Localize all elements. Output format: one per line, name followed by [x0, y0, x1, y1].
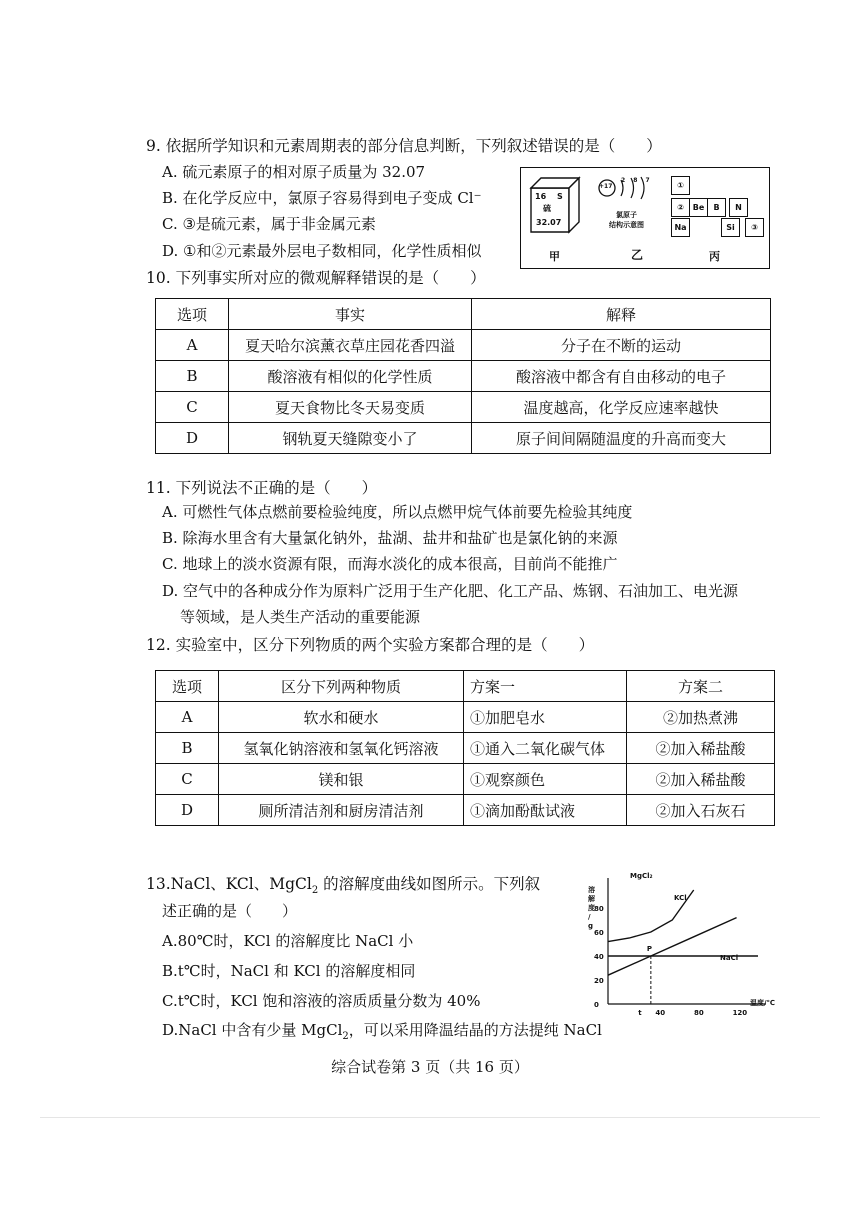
table-cell: 厕所清洁剂和厨房清洁剂: [219, 795, 464, 826]
nucleus-charge: +17: [599, 183, 613, 190]
q13-stem-pre: 13.NaCl、KCl、MgCl: [146, 875, 312, 893]
table-row: [156, 671, 775, 702]
y-axis-label: g: [588, 922, 594, 930]
y-axis-label: 溶: [588, 886, 595, 894]
series-label: KCl: [674, 894, 687, 902]
table-cell: ①加肥皂水: [464, 702, 627, 733]
label-yi: 乙: [631, 248, 644, 262]
table-row: [156, 392, 771, 423]
cell-2: ②: [671, 198, 690, 217]
table-cell: 原子间间隔随温度的升高而变大: [472, 423, 771, 454]
header-cell: 事实: [229, 299, 472, 330]
q11-stem: 11. 下列说法不正确的是（ ）: [146, 479, 378, 497]
table-cell: A: [156, 702, 219, 733]
q10-stem: 10. 下列事实所对应的微观解释错误的是（ ）: [146, 269, 486, 287]
y-tick-label: 80: [594, 905, 604, 913]
y-tick-label: 60: [594, 929, 604, 937]
table-row: [156, 330, 771, 361]
sulfur-mass: 32.07: [536, 218, 562, 227]
q13-stem-sub: 2: [311, 885, 319, 897]
q9-option-b: B. 在化学反应中，氯原子容易得到电子变成 Cl⁻: [162, 189, 482, 207]
x-tick-label: t: [638, 1009, 642, 1017]
table-cell: D: [156, 795, 219, 826]
q11-option-a: A. 可燃性气体点燃前要检验纯度，所以点燃甲烷气体前要先检验其纯度: [162, 503, 633, 521]
q11-option-b: B. 除海水里含有大量氯化钠外，盐湖、盐井和盐矿也是氯化钠的来源: [162, 529, 618, 547]
q10-table: [155, 298, 771, 454]
table-cell: C: [156, 764, 219, 795]
page-footer: 综合试卷第 3 页（共 16 页）: [331, 1058, 529, 1076]
q13-option-d-sub: 2: [342, 1031, 349, 1042]
q11-option-d: D. 空气中的各种成分作为原料广泛用于生产化肥、化工产品、炼钢、石油加工、电光源: [162, 582, 739, 600]
q13-option-d-post: ，可以采用降温结晶的方法提纯 NaCl: [348, 1021, 602, 1039]
y-tick-label: 0: [594, 1001, 599, 1009]
table-cell: ②加入石灰石: [627, 795, 775, 826]
cell-b: B: [707, 198, 726, 217]
q12-table: [155, 670, 775, 826]
table-cell: 钢轨夏天缝隙变小了: [229, 423, 472, 454]
q13-option-d-pre: D.NaCl 中含有少量 MgCl: [162, 1021, 343, 1039]
table-cell: ①滴加酚酞试液: [464, 795, 627, 826]
y-tick-label: 40: [594, 953, 604, 961]
q9-stem: 9. 依据所学知识和元素周期表的部分信息判断，下列叙述错误的是（ ）: [146, 137, 662, 155]
q13-stem-post: 的溶解度曲线如图所示。下列叙: [318, 875, 541, 893]
x-tick-label: 40: [655, 1009, 666, 1017]
q11-option-c: C. 地球上的淡水资源有限，而海水淡化的成本很高，目前尚不能推广: [162, 555, 618, 573]
header-cell: 区分下列两种物质: [219, 671, 464, 702]
series-label: MgCl₂: [630, 872, 653, 880]
table-cell: 酸溶液中都含有自由移动的电子: [472, 361, 771, 392]
sulfur-symbol: S: [557, 192, 563, 201]
table-cell: B: [156, 733, 219, 764]
table-cell: 夏天哈尔滨薰衣草庄园花香四溢: [229, 330, 472, 361]
table-cell: ②加热煮沸: [627, 702, 775, 733]
table-row: [156, 733, 775, 764]
q13-option-c: C.t℃时，KCl 饱和溶液的溶质质量分数为 40%: [162, 992, 481, 1010]
q11-option-d-cont: 等领域，是人类生产活动的重要能源: [180, 608, 421, 626]
header-cell: 选项: [156, 299, 229, 330]
table-cell: ①观察颜色: [464, 764, 627, 795]
q9-option-d: D. ①和②元素最外层电子数相同，化学性质相似: [162, 242, 482, 260]
chlorine-caption: 氯原子 结构示意图: [609, 211, 644, 229]
cell-si: Si: [721, 218, 740, 237]
table-row: [156, 423, 771, 454]
table-cell: ②加入稀盐酸: [627, 733, 775, 764]
table-cell: D: [156, 423, 229, 454]
table-row: [156, 299, 771, 330]
table-cell: A: [156, 330, 229, 361]
table-cell: C: [156, 392, 229, 423]
x-tick-label: 80: [694, 1009, 704, 1017]
sulfur-number: 16: [535, 192, 547, 201]
header-cell: 方案二: [627, 671, 775, 702]
label-jia: 甲: [549, 250, 560, 263]
table-cell: 夏天食物比冬天易变质: [229, 392, 472, 423]
table-cell: 酸溶液有相似的化学性质: [229, 361, 472, 392]
cell-na: Na: [671, 218, 690, 237]
q9-figure: [520, 167, 770, 269]
header-cell: 解释: [472, 299, 771, 330]
cell-1: ①: [671, 176, 690, 195]
table-cell: 软水和硬水: [219, 702, 464, 733]
q13-option-d: [162, 1019, 602, 1042]
y-axis-label: 度: [588, 904, 595, 912]
q13-stem-2: 述正确的是（ ）: [162, 902, 298, 920]
series-label: NaCl: [720, 954, 739, 962]
cell-be: Be: [689, 198, 708, 217]
label-bing: 丙: [709, 250, 720, 263]
table-cell: ②加入稀盐酸: [627, 764, 775, 795]
header-cell: 选项: [156, 671, 219, 702]
y-axis-label: 解: [588, 895, 595, 903]
y-tick-label: 20: [594, 977, 604, 985]
y-axis-label: /: [588, 913, 591, 921]
series-line: [608, 918, 737, 976]
x-axis-label: 温度/℃: [750, 999, 776, 1007]
intersection-label: P: [646, 945, 652, 953]
electron-shells: 2 8 7: [621, 177, 653, 184]
table-cell: 温度越高，化学反应速率越快: [472, 392, 771, 423]
table-cell: 氢氧化钠溶液和氢氧化钙溶液: [219, 733, 464, 764]
bottom-divider: [40, 1117, 820, 1118]
sulfur-name: 硫: [543, 204, 551, 213]
q13-option-a: A.80℃时，KCl 的溶解度比 NaCl 小: [162, 932, 414, 950]
q9-option-a: A. 硫元素原子的相对原子质量为 32.07: [162, 163, 426, 181]
cell-n: N: [729, 198, 748, 217]
q13-stem: [146, 872, 540, 896]
cell-3: ③: [745, 218, 764, 237]
solubility-chart: [570, 870, 776, 1020]
q12-stem: 12. 实验室中，区分下列物质的两个实验方案都合理的是（ ）: [146, 636, 595, 654]
header-cell: 方案一: [464, 671, 627, 702]
table-cell: 镁和银: [219, 764, 464, 795]
table-row: [156, 795, 775, 826]
table-cell: B: [156, 361, 229, 392]
table-row: [156, 361, 771, 392]
q13-option-b: B.t℃时，NaCl 和 KCl 的溶解度相同: [162, 962, 416, 980]
table-row: [156, 702, 775, 733]
q9-option-c: C. ③是硫元素，属于非金属元素: [162, 215, 376, 233]
x-tick-label: 120: [732, 1009, 748, 1017]
table-row: [156, 764, 775, 795]
table-cell: 分子在不断的运动: [472, 330, 771, 361]
table-cell: ①通入二氧化碳气体: [464, 733, 627, 764]
